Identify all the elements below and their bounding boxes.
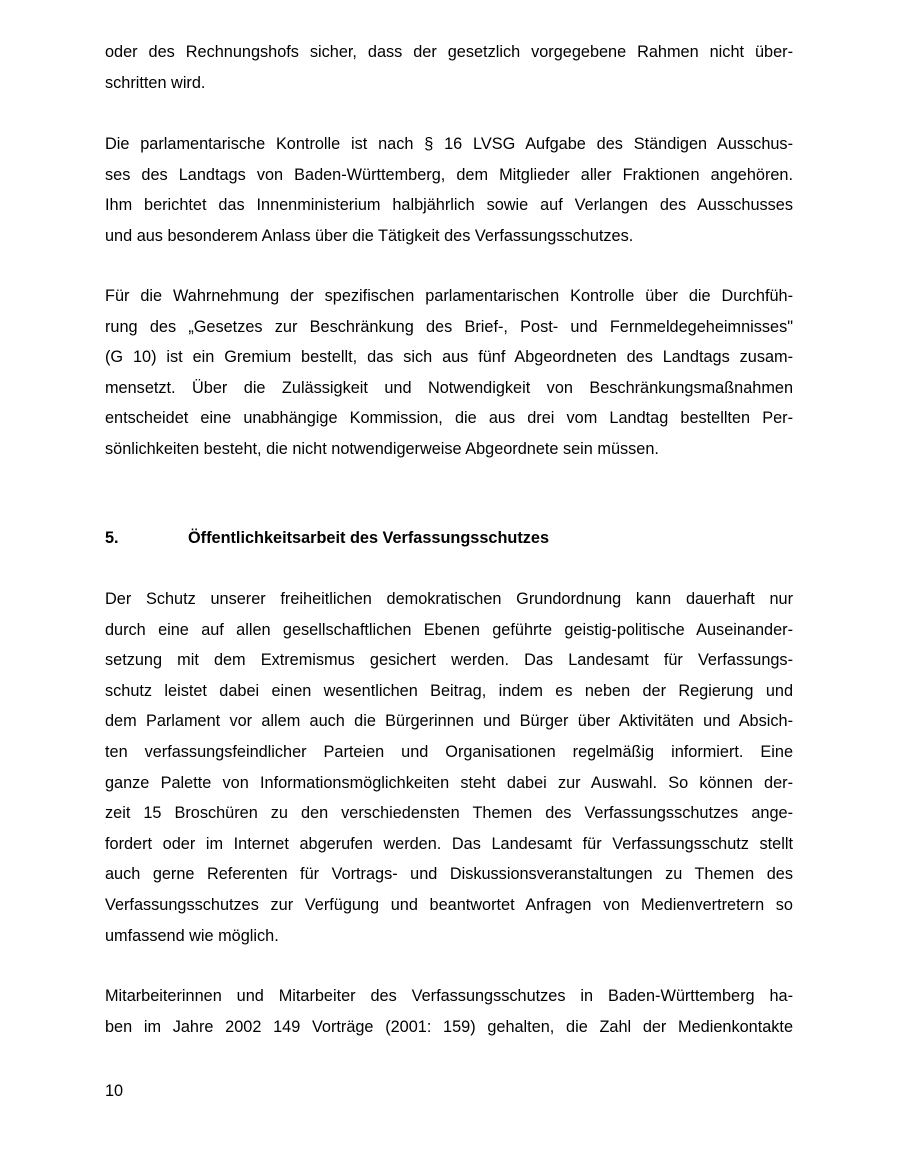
text-line: ses des Landtags von Baden-Württemberg, dem Mitglieder aller Fraktionen angehören. (105, 165, 793, 184)
text-line: zeit 15 Broschüren zu den verschiedensten Themen des Verfassungsschutzes ange- (105, 804, 793, 823)
section-number: 5. (105, 529, 119, 547)
text-line: Für die Wahrnehmung der spezifischen parlamentarischen Kontrolle über die Durchfüh- (105, 287, 793, 305)
paragraph-rahmen (105, 37, 793, 98)
text-line: dem Parlament vor allem auch die Bürgerinnen und Bürger über Aktivitäten und Absich- (105, 712, 793, 731)
text-line: schutz leistet dabei einen wesentlichen Beitrag, indem es neben der Regierung und (105, 681, 793, 700)
text-line: mensetzt. Über die Zulässigkeit und Notwendigkeit von Beschränkungsmaßnahmen (105, 378, 793, 397)
text-line: und aus besonderem Anlass über die Tätigkeit des Verfassungsschutzes. (105, 226, 634, 245)
section-title: Öffentlichkeitsarbeit des Verfassungsschutzes (188, 529, 550, 547)
paragraph-schutz-grundordnung (105, 584, 793, 951)
text-line: Mitarbeiterinnen und Mitarbeiter des Verfassungsschutzes in Baden-Württemberg ha- (105, 987, 793, 1005)
text-line: auch gerne Referenten für Vortrags- und Diskussionsveranstaltungen zu Themen des (105, 865, 793, 884)
text-line: Der Schutz unserer freiheitlichen demokratischen Grundordnung kann dauerhaft nur (105, 590, 793, 608)
text-line: ben im Jahre 2002 149 Vorträge (2001: 159) gehalten, die Zahl der Medienkontakte (105, 1017, 793, 1036)
text-line: durch eine auf allen gesellschaftlichen Ebenen geführte geistig-politische Auseinander- (105, 620, 793, 639)
text-line: Ihm berichtet das Innenministerium halbjährlich sowie auf Verlangen des Ausschusses (105, 196, 793, 215)
text-line: ten verfassungsfeindlicher Parteien und Organisationen regelmäßig informiert. Eine (105, 742, 793, 761)
text-line: setzung mit dem Extremismus gesichert werden. Das Landesamt für Verfassungs- (105, 651, 793, 670)
text-line: entscheidet eine unabhängige Kommission, die aus drei vom Landtag bestellten Per- (105, 409, 793, 428)
text-line: sönlichkeiten besteht, die nicht notwendigerweise Abgeordnete sein müssen. (105, 439, 659, 458)
text-line: Verfassungsschutzes zur Verfügung und beantwortet Anfragen von Medienvertretern so (105, 895, 793, 914)
text-line: schritten wird. (105, 73, 206, 92)
text-line: (G 10) ist ein Gremium bestellt, das sich aus fünf Abgeordneten des Landtags zusam- (105, 348, 793, 367)
paragraph-g10-gremium (105, 281, 793, 465)
paragraph-vortraege (105, 981, 793, 1042)
text-line: ganze Palette von Informationsmöglichkeiten steht dabei zur Auswahl. So können der- (105, 773, 793, 792)
page-number: 10 (105, 1082, 124, 1100)
text-line: Die parlamentarische Kontrolle ist nach § 16 LVSG Aufgabe des Ständigen Ausschus- (105, 135, 793, 153)
paragraph-parlamentarische-kontrolle (105, 129, 793, 251)
text-line: fordert oder im Internet abgerufen werden. Das Landesamt für Verfassungsschutz stellt (105, 834, 793, 853)
text-line: oder des Rechnungshofs sicher, dass der gesetzlich vorgegebene Rahmen nicht über- (105, 43, 793, 61)
section-heading (105, 523, 793, 553)
text-line: umfassend wie möglich. (105, 926, 279, 945)
text-line: rung des „Gesetzes zur Beschränkung des Brief-, Post- und Fernmeldegeheimnisses" (105, 317, 793, 336)
